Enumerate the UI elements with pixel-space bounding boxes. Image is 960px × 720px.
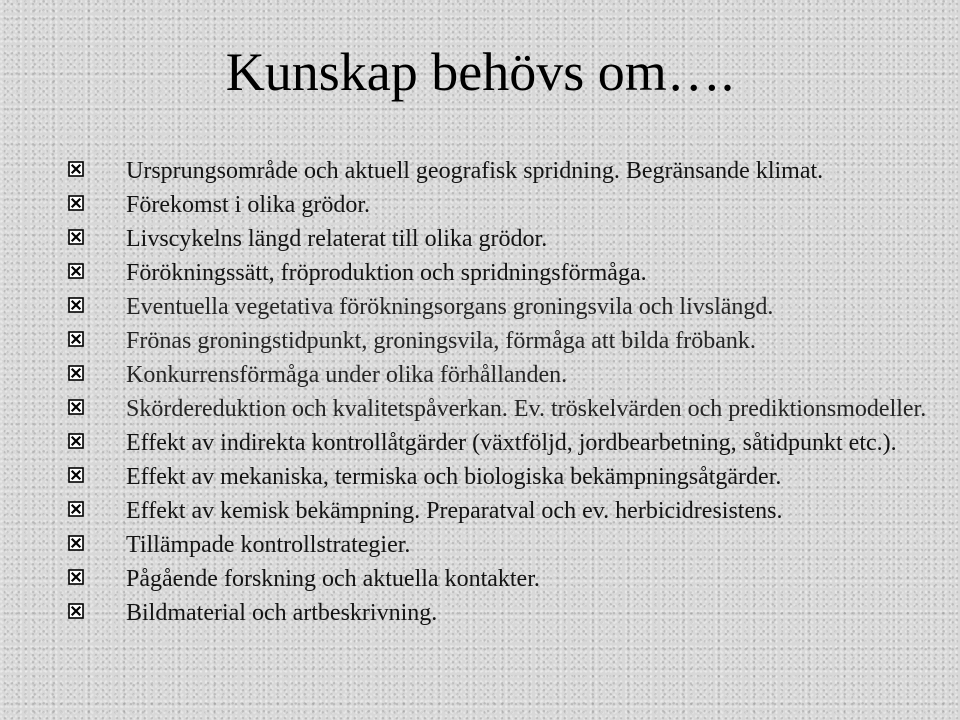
list-item <box>0 256 960 290</box>
checkbox-x-icon <box>68 297 84 313</box>
list-item-text: Förekomst i olika grödor. <box>126 192 370 218</box>
list-item <box>0 154 960 188</box>
list-item <box>0 222 960 256</box>
list-item-text: Ursprungsområde och aktuell geografisk spridning. Begränsande klimat. <box>126 158 824 184</box>
checkbox-x-icon <box>68 195 84 211</box>
list-item <box>0 188 960 222</box>
checkbox-x-icon <box>68 501 84 517</box>
list-item-text: Effekt av kemisk bekämpning. Preparatval och ev. herbicidresistens. <box>126 498 783 524</box>
checkbox-x-icon <box>68 365 84 381</box>
list-item <box>0 290 960 324</box>
list-item-text: Bildmaterial och artbeskrivning. <box>126 600 438 626</box>
list-item-text: Skördereduktion och kvalitetspåverkan. Ev. tröskelvärden och prediktionsmodeller. <box>126 396 927 422</box>
list-item-text: Effekt av indirekta kontrollåtgärder (växtföljd, jordbearbetning, såtidpunkt etc.). <box>126 430 897 456</box>
bullet-list <box>0 154 960 630</box>
checkbox-x-icon <box>68 433 84 449</box>
list-item-text: Frönas groningstidpunkt, groningsvila, förmåga att bilda fröbank. <box>126 328 756 354</box>
list-item <box>0 562 960 596</box>
list-item-text: Effekt av mekaniska, termiska och biologiska bekämpningsåtgärder. <box>126 464 782 490</box>
list-item-text: Eventuella vegetativa förökningsorgans groningsvila och livslängd. <box>126 294 774 320</box>
list-item <box>0 426 960 460</box>
checkbox-x-icon <box>68 331 84 347</box>
list-item-text: Förökningssätt, fröproduktion och spridningsförmåga. <box>126 260 647 286</box>
checkbox-x-icon <box>68 229 84 245</box>
list-item-text: Livscykelns längd relaterat till olika grödor. <box>126 226 548 252</box>
checkbox-x-icon <box>68 399 84 415</box>
list-item <box>0 392 960 426</box>
list-item <box>0 528 960 562</box>
checkbox-x-icon <box>68 603 84 619</box>
list-item <box>0 358 960 392</box>
list-item-text: Pågående forskning och aktuella kontakter. <box>126 566 540 592</box>
list-item-text: Tillämpade kontrollstrategier. <box>126 532 411 558</box>
list-item <box>0 324 960 358</box>
checkbox-x-icon <box>68 535 84 551</box>
list-item <box>0 596 960 630</box>
slide-title: Kunskap behövs om…. <box>225 42 735 102</box>
checkbox-x-icon <box>68 467 84 483</box>
checkbox-x-icon <box>68 263 84 279</box>
list-item <box>0 494 960 528</box>
checkbox-x-icon <box>68 569 84 585</box>
list-item-text: Konkurrensförmåga under olika förhållanden. <box>126 362 568 388</box>
list-item <box>0 460 960 494</box>
checkbox-x-icon <box>68 161 84 177</box>
